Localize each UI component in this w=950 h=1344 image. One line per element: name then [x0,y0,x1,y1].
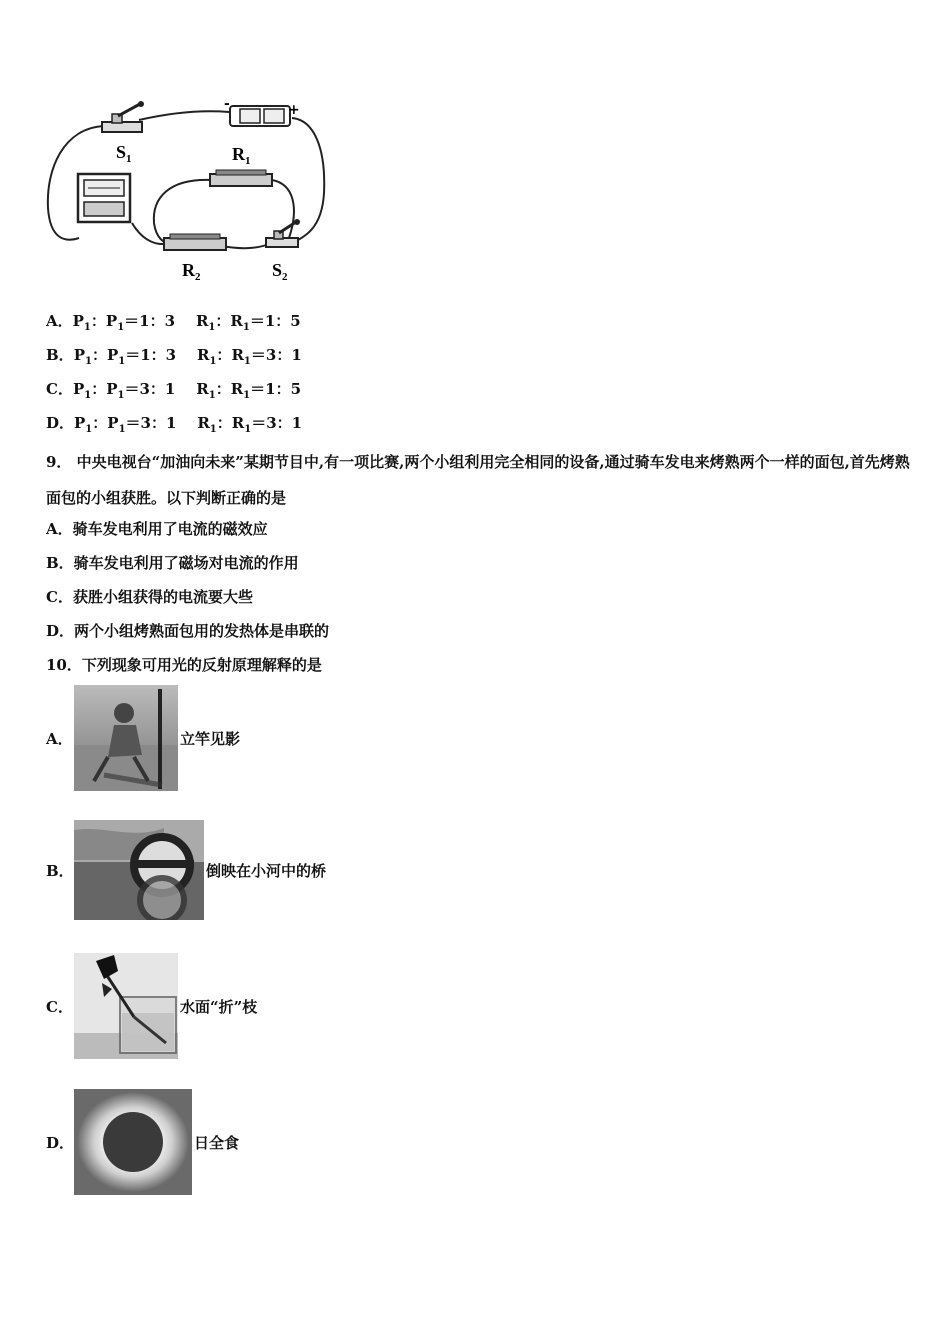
q9-option-d[interactable]: D．两个小组烤熟面包用的发热体是串联的 [46,622,330,640]
q10-stem: 10．下列现象可用光的反射原理解释的是 [46,656,322,674]
s2-label: $S_2$ [272,260,288,283]
q10-option-c[interactable]: C． 水面“折”枝 [46,953,257,1059]
battery-plus: + [288,102,300,118]
resistor-r2-icon [164,234,226,250]
battery-icon [230,106,290,126]
battery-minus: - [224,98,230,112]
q10-option-b[interactable]: B． 倒映在小河中的桥 [46,820,326,920]
s1-label: $S_1$ [116,142,132,165]
bent-stick-in-water-picture [74,953,178,1059]
switch-s2-icon [266,219,300,247]
q9-stem: 9． 中央电视台“加油向未来”某期节目中,有一项比赛,两个小组利用完全相同的设备,通过骑车发电来烤熟两个一样的面包,首先烤熟面包的小组获胜。以下判断正确的是 [46,453,910,507]
circuit-diagram [44,98,334,288]
q10-option-a[interactable]: A． 立竿见影 [46,685,240,791]
q8-option-d[interactable]: D．$P_1$：$P_1=3$：1 $R_1$：$R_1=3$：1 [46,414,303,435]
pole-shadow-picture [74,685,178,791]
r2-label: $R_2$ [182,260,201,283]
bridge-reflection-picture [74,820,204,920]
q8-option-a[interactable]: A．$P_1$：$P_1=1$：3 $R_1$：$R_1=1$：5 [46,312,301,333]
r1-label: $R_1$ [232,144,251,167]
resistor-r1-icon [210,170,272,186]
q8-option-c[interactable]: C．$P_1$：$P_1=3$：1 $R_1$：$R_1=1$：5 [46,380,302,401]
q8-option-b[interactable]: B．$P_1$：$P_1=1$：3 $R_1$：$R_1=3$：1 [46,346,302,367]
solar-eclipse-picture [74,1089,192,1195]
meter-icon [78,174,130,222]
q9-option-b[interactable]: B．骑车发电利用了磁场对电流的作用 [46,554,299,572]
q9-option-a[interactable]: A．骑车发电利用了电流的磁效应 [46,520,268,538]
switch-s1-icon [102,101,144,132]
q10-option-d[interactable]: D． 日全食 [46,1089,239,1195]
q9-option-c[interactable]: C．获胜小组获得的电流要大些 [46,588,253,606]
